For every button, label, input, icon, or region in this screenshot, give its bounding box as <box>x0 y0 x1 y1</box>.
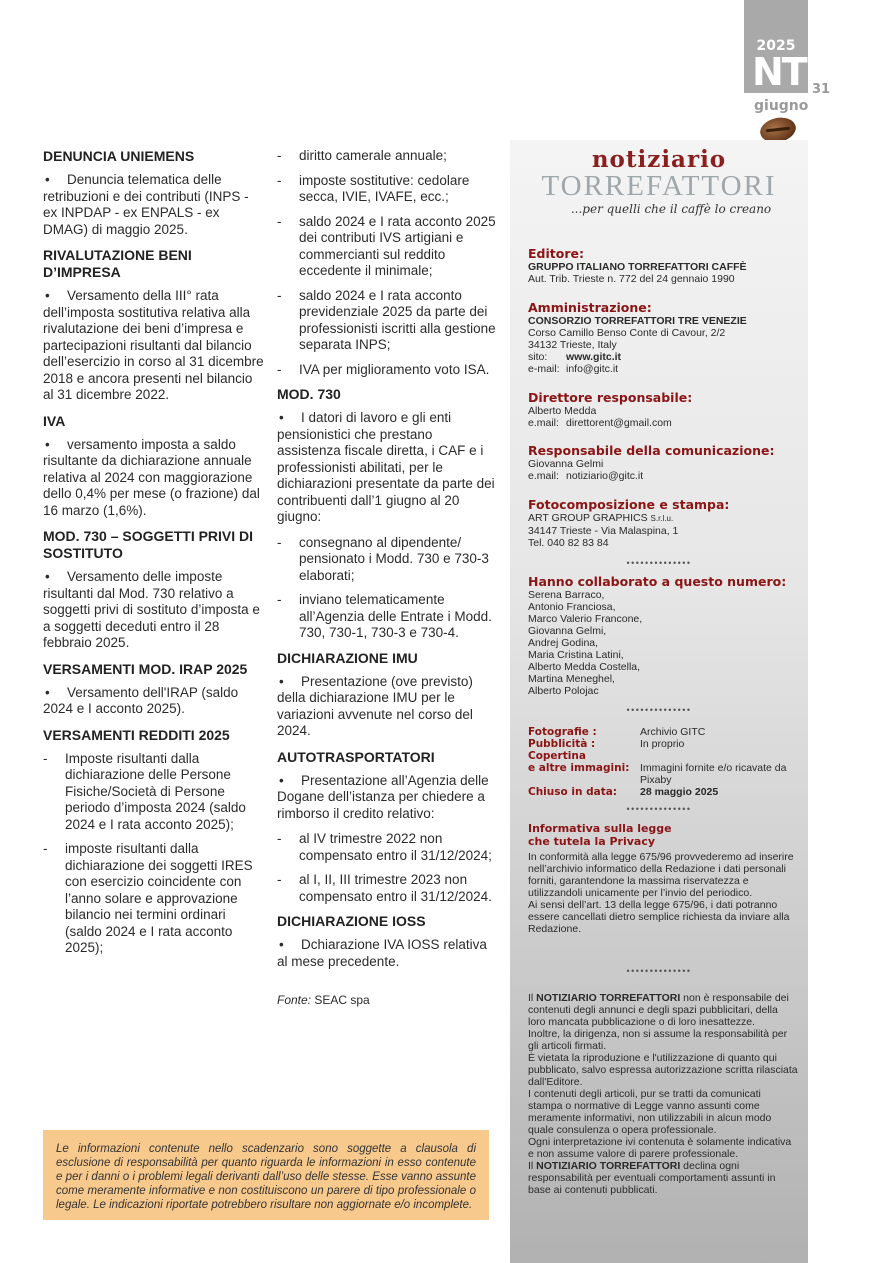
dash-marker: - <box>277 831 282 846</box>
bullet-icon: • <box>279 673 284 689</box>
section-text: • I datori di lavoro e gli enti pensionistici che prestano assistenza fiscale diretta, i CAF e i professionisti abilitati, per le dichiarazioni presentate da parte dei contribuenti dall’1 giugno al 20 giugno: <box>277 410 495 524</box>
dot-divider: •••••••••••••• <box>626 804 692 814</box>
section-title: MOD. 730 <box>277 386 341 402</box>
dash-marker: - <box>43 841 48 856</box>
section-title: VERSAMENTI REDDITI 2025 <box>43 726 230 743</box>
section-text: • Versamento della III° rata dell’imposta sostitutiva relativa alla rivalutazione dei beni d’impresa e partecipazioni risultanti dal bilancio dell’esercizio in corso al 31 dicembre 2018 e ancora presenti nel bilancio al 31 dicembre 2022. <box>43 288 264 402</box>
amministrazione-block: Amministrazione: CONSORZIO TORREFATTORI TRE VENEZIE Corso Camillo Benso Conte di Cavour, 2/2 34132 Trieste, Italy sito: www.gitc.it e-mail: info@gitc.it <box>528 300 798 375</box>
masthead-main: TORREFATTORI <box>541 170 777 202</box>
list-item: - IVA per miglioramento voto ISA. <box>277 361 490 377</box>
dot-divider: •••••••••••••• <box>626 705 692 715</box>
masthead-top: notiziario <box>591 146 727 173</box>
badge-logo-mark: NT <box>752 50 806 94</box>
list-item: - diritto camerale annuale; <box>277 148 447 163</box>
section-text: • versamento imposta a saldo risultante da dichiarazione annuale relativa al 2024 con maggiorazione dello 0,4% per mese (o frazione) dal 16 marzo (1,6%). <box>43 436 260 518</box>
list-item: - saldo 2024 e I rata acconto previdenziale 2025 da parte dei professionisti iscritti alla gestione separata INPS; <box>277 287 496 352</box>
email-link[interactable]: direttorent@gmail.com <box>566 417 672 429</box>
list-item: - imposte risultanti dalla dichiarazione dei soggetti IRES con esercizio coincidente con l’anno solare e approvazione bilancio nei termini ordinari (saldo 2024 e I rata acconto 2025); <box>43 841 253 955</box>
dash-marker: - <box>277 534 282 550</box>
email-link[interactable]: info@gitc.it <box>566 363 619 375</box>
comunicazione-heading: Responsabile della comunicazione: <box>528 443 775 458</box>
disclaimer-box: Le informazioni contenute nello scadenzario sono soggette a clausola di esclusione di responsabilità per quanto riguarda le informazioni in esso contenute e per i danni o i problemi legali derivanti dall’uso delle stesse. Esse vanno assunte come meramente informative e non costituiscono un parere di tipo professionale o legale. Le indicazioni riportate potrebbero risultare non aggiornate e/o incomplete. <box>43 1130 489 1220</box>
dot-divider: •••••••••••••• <box>626 966 692 976</box>
collaboratori-block: Hanno collaborato a questo numero: Serena Barraco, Antonio Franciosa, Marco Valerio Francone, Giovanna Gelmi, Andrej Godina, Maria Cristina Latini, Alberto Medda Costella, Martina Meneghel, Alberto Polojac <box>528 574 798 697</box>
dash-marker: - <box>277 148 282 163</box>
bullet-icon: • <box>279 772 284 788</box>
privacy-heading: Informativa sulla legge <box>528 822 672 835</box>
source-value: SEAC spa <box>311 993 370 1007</box>
stampa-block: Fotocomposizione e stampa: ART GROUP GRAPHICS S.r.l.u. 34147 Trieste - Via Malaspina, 1 Tel. 040 82 83 84 <box>528 497 798 549</box>
list-item: - al IV trimestre 2022 non compensato entro il 31/12/2024; <box>277 831 492 863</box>
bullet-icon: • <box>45 172 50 187</box>
collaboratori-heading: Hanno collaborato a questo numero: <box>528 574 787 589</box>
dash-marker: - <box>277 287 282 303</box>
colophon-panel <box>510 140 808 1263</box>
section-text: • Denuncia telematica delle retribuzioni e dei contributi (INPS - ex INPDAP - ex ENPALS - ex DMAG) di maggio 2025. <box>43 172 249 237</box>
section-text: • Dchiarazione IVA IOSS relativa al mese precedente. <box>277 937 487 969</box>
section-text: • Presentazione all’Agenzia delle Dogane dell’istanza per chiedere a rimborso il credito relativo: <box>277 772 489 821</box>
list-item: - inviano telematicamente all’Agenzia delle Entrate i Modd. 730, 730-1, 730-3 e 730-4. <box>277 592 492 640</box>
direttore-heading: Direttore responsabile: <box>528 390 693 405</box>
email-link[interactable]: notiziario@gitc.it <box>566 470 644 482</box>
column-middle <box>277 148 499 1009</box>
dot-divider: •••••••••••••• <box>626 558 692 568</box>
direttore-block: Direttore responsabile: Alberto Medda e.mail: direttorent@gmail.com <box>528 390 798 429</box>
stampa-heading: Fotocomposizione e stampa: <box>528 497 730 512</box>
dash-marker: - <box>43 750 48 766</box>
editore-heading: Editore: <box>528 246 584 261</box>
section-title: DICHIARAZIONE IOSS <box>277 913 426 929</box>
amministrazione-heading: Amministrazione: <box>528 300 652 315</box>
website-link[interactable]: www.gitc.it <box>566 351 622 363</box>
credits-block: Fotografie : Archivio GITC Pubblicità : In proprio Copertina e altre immagini: Immagini fornite e/o ricavate da Pixaby Chiuso in data: 28 maggio 2025 <box>528 726 787 798</box>
section-title: AUTOTRASPORTATORI <box>277 748 435 765</box>
comunicazione-block: Responsabile della comunicazione: Giovanna Gelmi e.mail: notiziario@gitc.it <box>528 443 798 482</box>
source-label: Fonte: <box>277 993 312 1007</box>
section-text: • Versamento delle imposte risultanti dal Mod. 730 relativo a soggetti privi di sostituto d’imposta e a soggetti deceduti entro il 28 febbraio 2025. <box>43 569 260 650</box>
bullet-icon: • <box>279 410 284 425</box>
dash-marker: - <box>277 361 282 377</box>
list-item: - consegnano al dipendente/ pensionato i Modd. 730 e 730-3 elaborati; <box>277 534 489 583</box>
bullet-icon: • <box>45 684 50 700</box>
privacy-block: Informativa sulla legge che tutela la Privacy In conformità alla legge 675/96 provvederemo ad inserire nell’archivio informatico della Redazione i dati personali forniti, garantendone la massima riservatezza e utilizzandoli unicamente per l’invio del periodico. Ai sensi dell’art. 13 della legge 675/96, i dati potranno essere cancellati dietro semplice richiesta da inviare alla Redazione. <box>528 822 798 935</box>
dash-marker: - <box>277 213 282 229</box>
bullet-icon: • <box>45 436 50 452</box>
column-left <box>43 148 265 965</box>
badge-month: giugno <box>754 98 809 114</box>
bullet-icon: • <box>279 937 284 952</box>
section-title: MOD. 730 – SOGGETTI PRIVI DI SOSTITUTO <box>43 528 254 561</box>
section-title: DICHIARAZIONE IMU <box>277 649 418 666</box>
section-text: • Versamento dell'IRAP (saldo 2024 e I acconto 2025). <box>43 684 239 716</box>
section-text: • Presentazione (ove previsto) della dichiarazione IMU per le variazioni avvenute nel corso del 2024. <box>277 673 473 738</box>
section-title: IVA <box>43 412 66 429</box>
section-title: VERSAMENTI MOD. IRAP 2025 <box>43 660 248 677</box>
list-item: - imposte sostitutive: cedolare secca, IVIE, IVAFE, ecc.; <box>277 172 470 204</box>
list-item: - saldo 2024 e I rata acconto 2025 dei contributi IVS artigiani e commercianti sul reddito eccedente il minimale; <box>277 213 496 278</box>
section-title: DENUNCIA UNIEMENS <box>43 148 195 164</box>
responsibility-block: Il NOTIZIARIO TORREFATTORI non è responsabile dei contenuti degli annunci e degli spazi pubblicitari, della loro mancata pubblicazione o di loro inesattezze. Inoltre, la dirigenza, non si assume la responsabilità per gli articoli firmati. È vietata la riproduzione e l'utilizzazione di quanto qui pubblicato, salvo espressa autorizzazione scritta rilasciata dall'Editore. I contenuti degli articoli, pur se tratti da comunicati stampa o normative di Legge vanno assunti come meramente informativi, non utilizzabili in alcun modo quale consulenza o opera professionale. Ogni interpretazione ivi contenuta è solamente indicativa e non assume valore di parere professionale. Il NOTIZIARIO TORREFATTORI declina ogni responsabilità per eventuali comportamenti assunti in base ai contenuti pubblicati. <box>528 992 798 1196</box>
list-item: - Imposte risultanti dalla dichiarazione delle Persone Fisiche/Società di Persone periodo d’imposta 2024 (saldo 2024 e I rata acconto 2025); <box>43 750 246 832</box>
section-title: RIVALUTAZIONE BENI D’IMPRESA <box>43 247 192 280</box>
page-number: 31 <box>812 82 831 97</box>
source-note <box>277 992 499 1009</box>
bullet-icon: • <box>45 569 50 584</box>
dash-marker: - <box>277 172 282 188</box>
dash-marker: - <box>277 872 282 887</box>
dash-marker: - <box>277 592 282 607</box>
masthead-tagline: ...per quelli che il caffè lo creano <box>570 202 772 216</box>
badge-year: 2025 <box>756 38 796 54</box>
list-item: - al I, II, III trimestre 2023 non compensato entro il 31/12/2024. <box>277 872 492 904</box>
bullet-icon: • <box>45 288 50 303</box>
editore-block: Editore: GRUPPO ITALIANO TORREFATTORI CAFFÈ Aut. Trib. Trieste n. 772 del 24 gennaio 1990 <box>528 246 798 285</box>
